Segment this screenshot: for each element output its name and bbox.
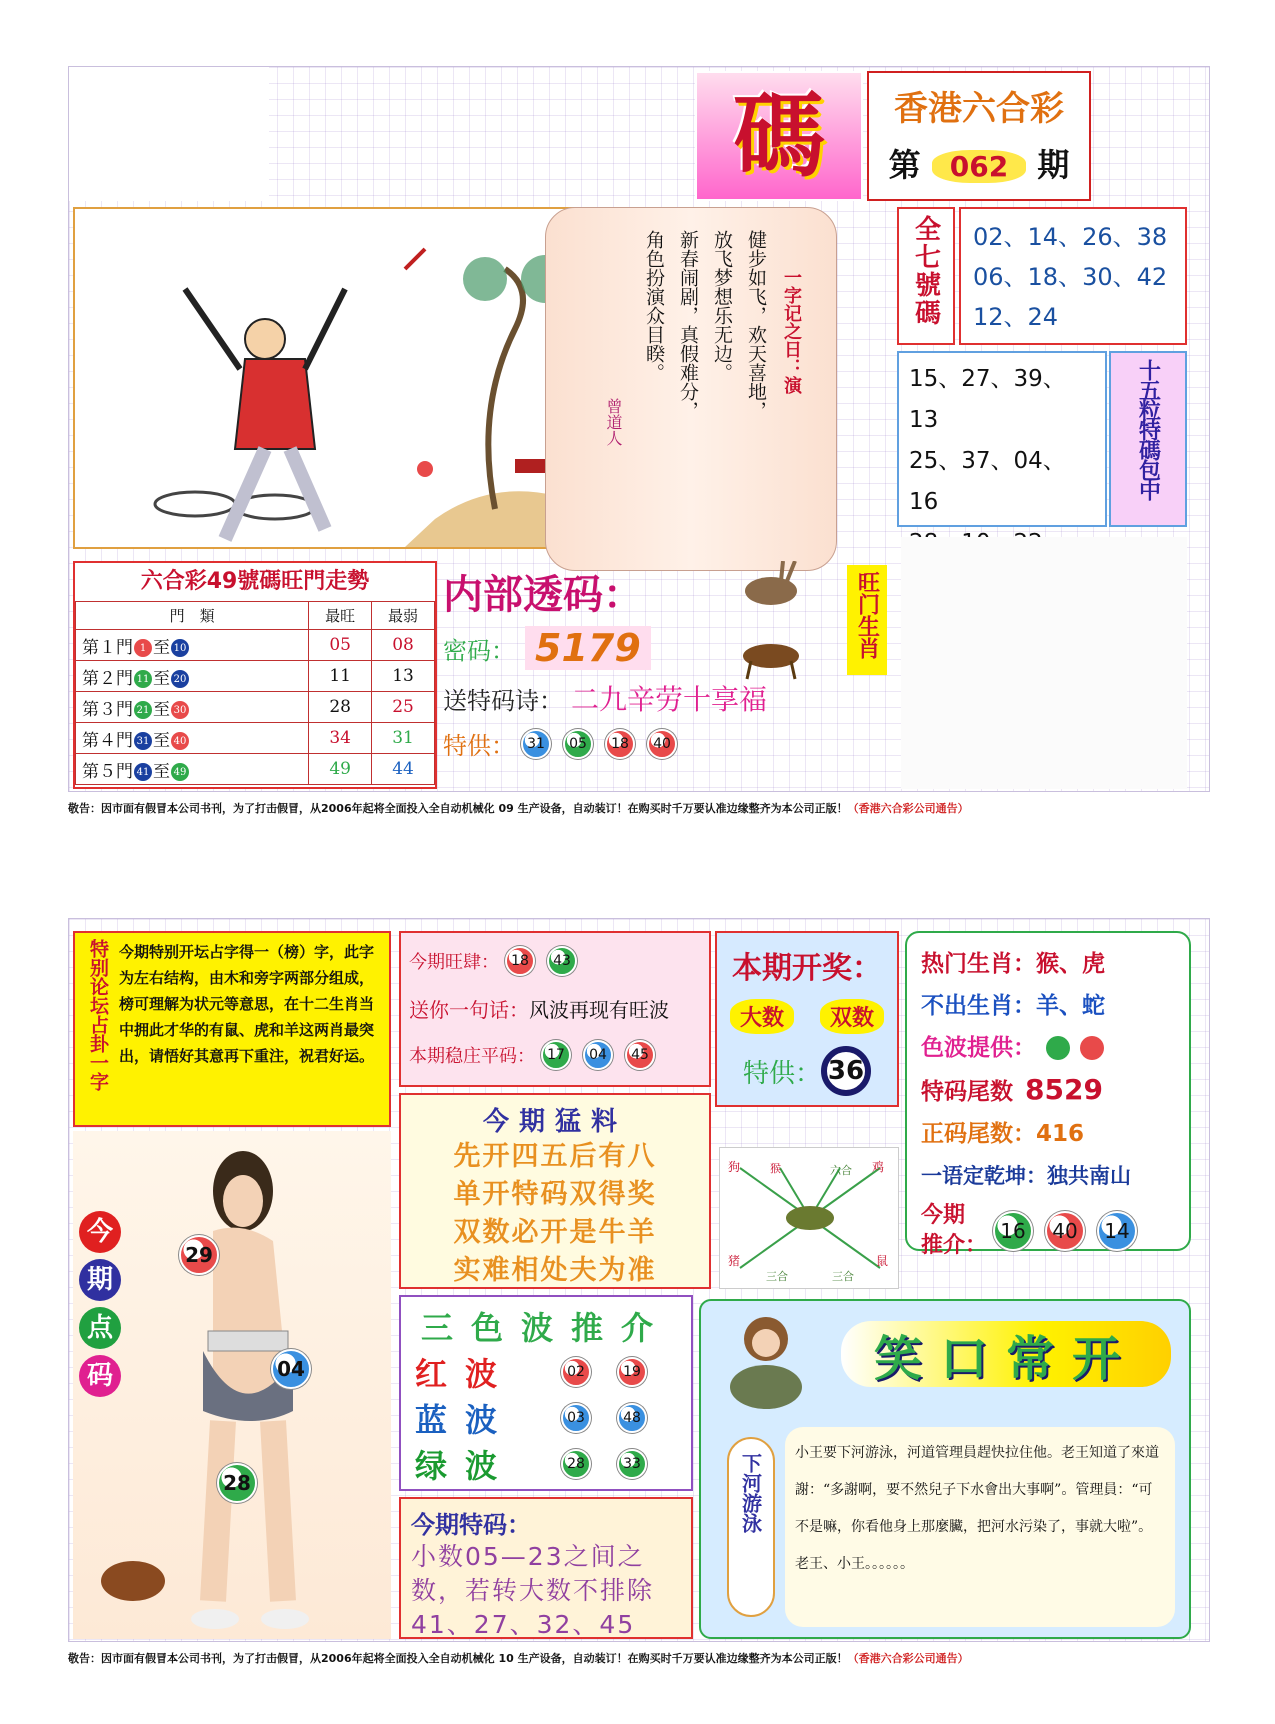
door-label: 第５門 [82, 761, 133, 782]
compass-diagram [719, 1147, 899, 1289]
recommend-ball: 14 [1097, 1211, 1137, 1251]
recommend-label-b: 推介： [921, 1233, 988, 1258]
color-label: 色波提供： [921, 1035, 1036, 1061]
girl-ball: 04 [271, 1349, 311, 1389]
header-cell: 最旺 [309, 602, 372, 630]
hot-row [921, 943, 1175, 985]
hot-ball: 43 [547, 946, 577, 976]
fierce-line: 单开特码双得奖 [453, 1179, 657, 1210]
door-cell [76, 661, 309, 692]
zheng-value: 416 [1036, 1121, 1085, 1147]
best-cell: 11 [309, 661, 372, 692]
three-color-panel [399, 1295, 693, 1491]
to-ball: 49 [171, 763, 189, 781]
wave-label: 红波 [415, 1355, 516, 1393]
header-cell: 門 類 [76, 602, 309, 630]
hot-label: 今期旺肆： [409, 952, 499, 973]
compass-label: 狗 [728, 1160, 741, 1174]
footnote [68, 1650, 1210, 1666]
inside-panel [443, 561, 895, 789]
logo-char: 碼 [732, 82, 825, 190]
fierce-line: 双数必开是牛羊 [453, 1217, 657, 1248]
wave-row [415, 1395, 677, 1441]
door-label: 第４門 [82, 730, 133, 751]
scroll-author: 曾道人 [604, 398, 623, 446]
zodiac-row: 02、14、26、38 [973, 223, 1168, 251]
cartoon-illustration [73, 207, 601, 549]
left-label-column [79, 1211, 121, 1397]
best-cell: 28 [309, 692, 372, 723]
footnote-org: （香港六合彩公司通告） [847, 1652, 969, 1665]
door-cell [76, 692, 309, 723]
to-ball: 40 [171, 732, 189, 750]
scroll-line: 角色扮演众目睽。 [643, 230, 665, 382]
fifteen-row: 15、27、39、13 [909, 366, 1066, 433]
zodiac-row: 12、24 [973, 303, 1059, 331]
footnote-text: 敬告：因市面有假冒本公司书刊，为了打击假冒，从2006年起将全面投入全自动机械化 10 生产设备，自动装订！在购买时千万要认准边缘整齐为本公司正版！ [68, 1652, 848, 1665]
wave-row [415, 1441, 677, 1487]
door-cell [76, 630, 309, 661]
compass-label: 三合 [766, 1270, 788, 1283]
footnote [68, 800, 1210, 816]
three-color-title: 三色波推介 [420, 1309, 671, 1347]
compass-label: 六合 [830, 1164, 852, 1177]
footnote-org: （香港六合彩公司通告） [847, 802, 969, 815]
to-text: 至 [153, 761, 170, 782]
wave-ball: 28 [561, 1449, 591, 1479]
best-cell: 05 [309, 630, 372, 661]
hot-panel [905, 931, 1191, 1258]
joke-side-box [727, 1437, 775, 1617]
zodiac-label: 全七號碼 [910, 215, 941, 327]
compass-label: 三合 [832, 1270, 854, 1283]
scroll-line: 新春闹剧，真假难分， [677, 230, 699, 420]
draw-offer-label: 特供： [742, 1058, 821, 1089]
tail-value: 8529 [1025, 1073, 1103, 1106]
hot-row [921, 1155, 1175, 1197]
table-row [76, 692, 435, 723]
special-panel [399, 1497, 693, 1639]
flat-label: 本期稳庄平码： [409, 1046, 535, 1067]
poem-value: 二九辛劳十享福 [571, 683, 768, 716]
wave-label: 绿波 [415, 1447, 516, 1485]
hot-zodiac-label: 热门生肖： [921, 951, 1036, 977]
hot-row [921, 985, 1175, 1027]
draw-title: 本期开奖： [732, 951, 882, 986]
color-dot-green [1046, 1036, 1070, 1060]
phrase-value: 风波再现有旺波 [529, 997, 669, 1022]
forum-side-label: 特别论坛占卦一字 [87, 939, 109, 1091]
offer-ball: 05 [563, 729, 593, 759]
table-row [76, 754, 435, 785]
fierce-title: 今期猛料 [482, 1107, 627, 1137]
brand-title: 香港六合彩 [894, 89, 1064, 129]
rabbit-horse-illustration [721, 561, 831, 671]
fifteen-label-box [1109, 351, 1187, 527]
issue-prefix: 第 [888, 146, 921, 184]
offer-ball: 18 [605, 729, 635, 759]
poem-scroll [545, 207, 837, 571]
lucky-label: 旺门生肖 [854, 571, 880, 659]
photo-area [73, 1131, 391, 1639]
draw-tag: 大数 [730, 999, 794, 1034]
door-table-panel [73, 561, 437, 789]
logo-block [695, 71, 863, 201]
door-cell [76, 754, 309, 785]
flat-ball: 04 [583, 1040, 613, 1070]
offer-ball: 40 [647, 729, 677, 759]
zodiac-label-box [897, 207, 955, 345]
draw-panel [715, 931, 899, 1107]
info-panel [399, 931, 711, 1087]
to-ball: 10 [171, 639, 189, 657]
recommend-ball: 16 [993, 1211, 1033, 1251]
left-label-char: 码 [79, 1355, 121, 1397]
wave-ball: 19 [617, 1357, 647, 1387]
left-label-char: 期 [79, 1259, 121, 1301]
inside-title: 内部透码： [443, 572, 643, 618]
saying-value: 独共南山 [1047, 1164, 1131, 1188]
info-row [409, 1033, 701, 1077]
fierce-line: 先开四五后有八 [453, 1141, 657, 1172]
header-cell: 最弱 [372, 602, 435, 630]
joke-side: 下河游泳 [738, 1453, 763, 1533]
door-label: 第３門 [82, 699, 133, 720]
compass-label: 鼠 [876, 1254, 889, 1268]
to-text: 至 [153, 730, 170, 751]
to-ball: 20 [171, 670, 189, 688]
girl-ball: 29 [179, 1235, 219, 1275]
worst-cell: 44 [372, 754, 435, 785]
left-label-char: 点 [79, 1307, 121, 1349]
from-ball: 31 [134, 732, 152, 750]
no-zodiac-label: 不出生肖： [921, 993, 1036, 1019]
door-cell [76, 723, 309, 754]
poem-label: 送特码诗： [443, 686, 563, 715]
fifteen-label: 十五粒特碼包中 [1135, 359, 1161, 499]
issue-suffix: 期 [1037, 146, 1070, 184]
zheng-label: 正码尾数： [921, 1121, 1036, 1147]
joke-panel [699, 1299, 1191, 1639]
to-text: 至 [153, 637, 170, 658]
wave-ball: 03 [561, 1403, 591, 1433]
fifteen-numbers [897, 351, 1107, 527]
forum-text: 今期特别开坛占字得一（榜）字，此字为左右结构，由木和旁字两部分组成，榜可理解为状元等意思，在十二生肖当中拥此才华的有鼠、虎和羊这两肖最突出，请悟好其意再下重注，祝君好运。 [119, 943, 375, 1065]
table-row [76, 630, 435, 661]
from-ball: 11 [134, 670, 152, 688]
worst-cell: 08 [372, 630, 435, 661]
door-table [75, 601, 435, 785]
scroll-line: 健步如飞，欢天喜地， [745, 230, 767, 420]
no-zodiac-value: 羊、蛇 [1036, 993, 1105, 1019]
compass-label: 鸡 [872, 1160, 885, 1174]
compass-label: 猴 [770, 1162, 781, 1175]
issue-row [869, 140, 1089, 186]
worst-cell: 31 [372, 723, 435, 754]
hot-row [921, 1069, 1175, 1113]
offer-ball: 31 [521, 729, 551, 759]
table-row [76, 661, 435, 692]
fifteen-row: 25、37、04、16 [909, 448, 1066, 515]
girl-ball: 28 [217, 1463, 257, 1503]
best-cell: 49 [309, 754, 372, 785]
cartoon-drawing [75, 209, 599, 547]
color-dot-red [1080, 1036, 1104, 1060]
joke-title: 笑口常开 [873, 1330, 1138, 1387]
forum-panel [73, 931, 391, 1127]
left-label-char: 今 [79, 1211, 121, 1253]
code-value: 5179 [525, 626, 651, 670]
worst-cell: 13 [372, 661, 435, 692]
worst-cell: 25 [372, 692, 435, 723]
blank-area [901, 537, 1187, 789]
hot-zodiac-value: 猴、虎 [1036, 951, 1105, 977]
recommend-label-a: 今期 [921, 1203, 966, 1228]
zodiac-numbers [959, 207, 1187, 345]
door-table-title: 六合彩49號碼旺門走勢 [75, 563, 435, 601]
recommend-row [921, 1201, 1175, 1261]
draw-offer-ball: 36 [821, 1046, 871, 1096]
door-label: 第２門 [82, 668, 133, 689]
best-cell: 34 [309, 723, 372, 754]
page-one [68, 66, 1210, 792]
hot-ball: 18 [505, 946, 535, 976]
joke-text: 小王要下河游泳，河道管理員趕快拉住他。老王知道了來道謝：“多謝啊，要不然兒子下水會出大事啊”。管理員：“可不是嘛，你看他身上那麼臟，把河水污染了，事就大啦”。老王、小王。。。。。。 [785, 1427, 1175, 1627]
door-label: 第１門 [82, 637, 133, 658]
scroll-lines [640, 230, 770, 420]
hot-row [921, 1113, 1175, 1155]
compass-label: 猪 [728, 1254, 741, 1268]
scroll-title: 一字记之日：演 [781, 268, 802, 394]
to-ball: 30 [171, 701, 189, 719]
wave-ball: 02 [561, 1357, 591, 1387]
wave-label: 蓝波 [415, 1401, 516, 1439]
to-text: 至 [153, 699, 170, 720]
zodiac-row: 06、18、30、42 [973, 263, 1168, 291]
scroll-line: 放飞梦想乐无边。 [711, 230, 733, 382]
page-two [68, 918, 1210, 1642]
wave-ball: 33 [617, 1449, 647, 1479]
from-ball: 21 [134, 701, 152, 719]
from-ball: 1 [134, 639, 152, 657]
special-text: 小数05—23之间之数，若转大数不排除41、27、32、45 [411, 1542, 655, 1639]
flat-ball: 45 [625, 1040, 655, 1070]
lucky-label-box [847, 565, 887, 675]
offer-row [443, 726, 895, 761]
issue-number: 062 [932, 150, 1026, 183]
table-row [76, 723, 435, 754]
offer-label: 特供： [443, 732, 515, 760]
flat-ball: 17 [541, 1040, 571, 1070]
blank-area [69, 67, 269, 201]
tail-label: 特码尾数 [921, 1079, 1013, 1105]
wave-ball: 48 [617, 1403, 647, 1433]
to-text: 至 [153, 668, 170, 689]
info-row [409, 983, 701, 1033]
draw-tag: 双数 [820, 999, 884, 1034]
hot-row [921, 1027, 1175, 1069]
monkey-money-illustration [721, 1311, 811, 1401]
fierce-line: 实难相处夫为准 [453, 1255, 657, 1286]
from-ball: 41 [134, 763, 152, 781]
footnote-text: 敬告：因市面有假冒本公司书刊，为了打击假冒，从2006年起将全面投入全自动机械化 09 生产设备，自动装订！在购买时千万要认准边缘整齐为本公司正版！ [68, 802, 848, 815]
brand-block [867, 71, 1091, 201]
recommend-ball: 40 [1045, 1211, 1085, 1251]
code-label: 密码： [443, 636, 515, 665]
saying-label: 一语定乾坤： [921, 1164, 1047, 1188]
special-title: 今期特码： [411, 1511, 531, 1539]
fierce-panel [399, 1093, 711, 1289]
phrase-label: 送你一句话： [409, 997, 529, 1022]
joke-title-banner [841, 1321, 1171, 1387]
info-row [409, 939, 701, 983]
wave-row [415, 1349, 677, 1395]
